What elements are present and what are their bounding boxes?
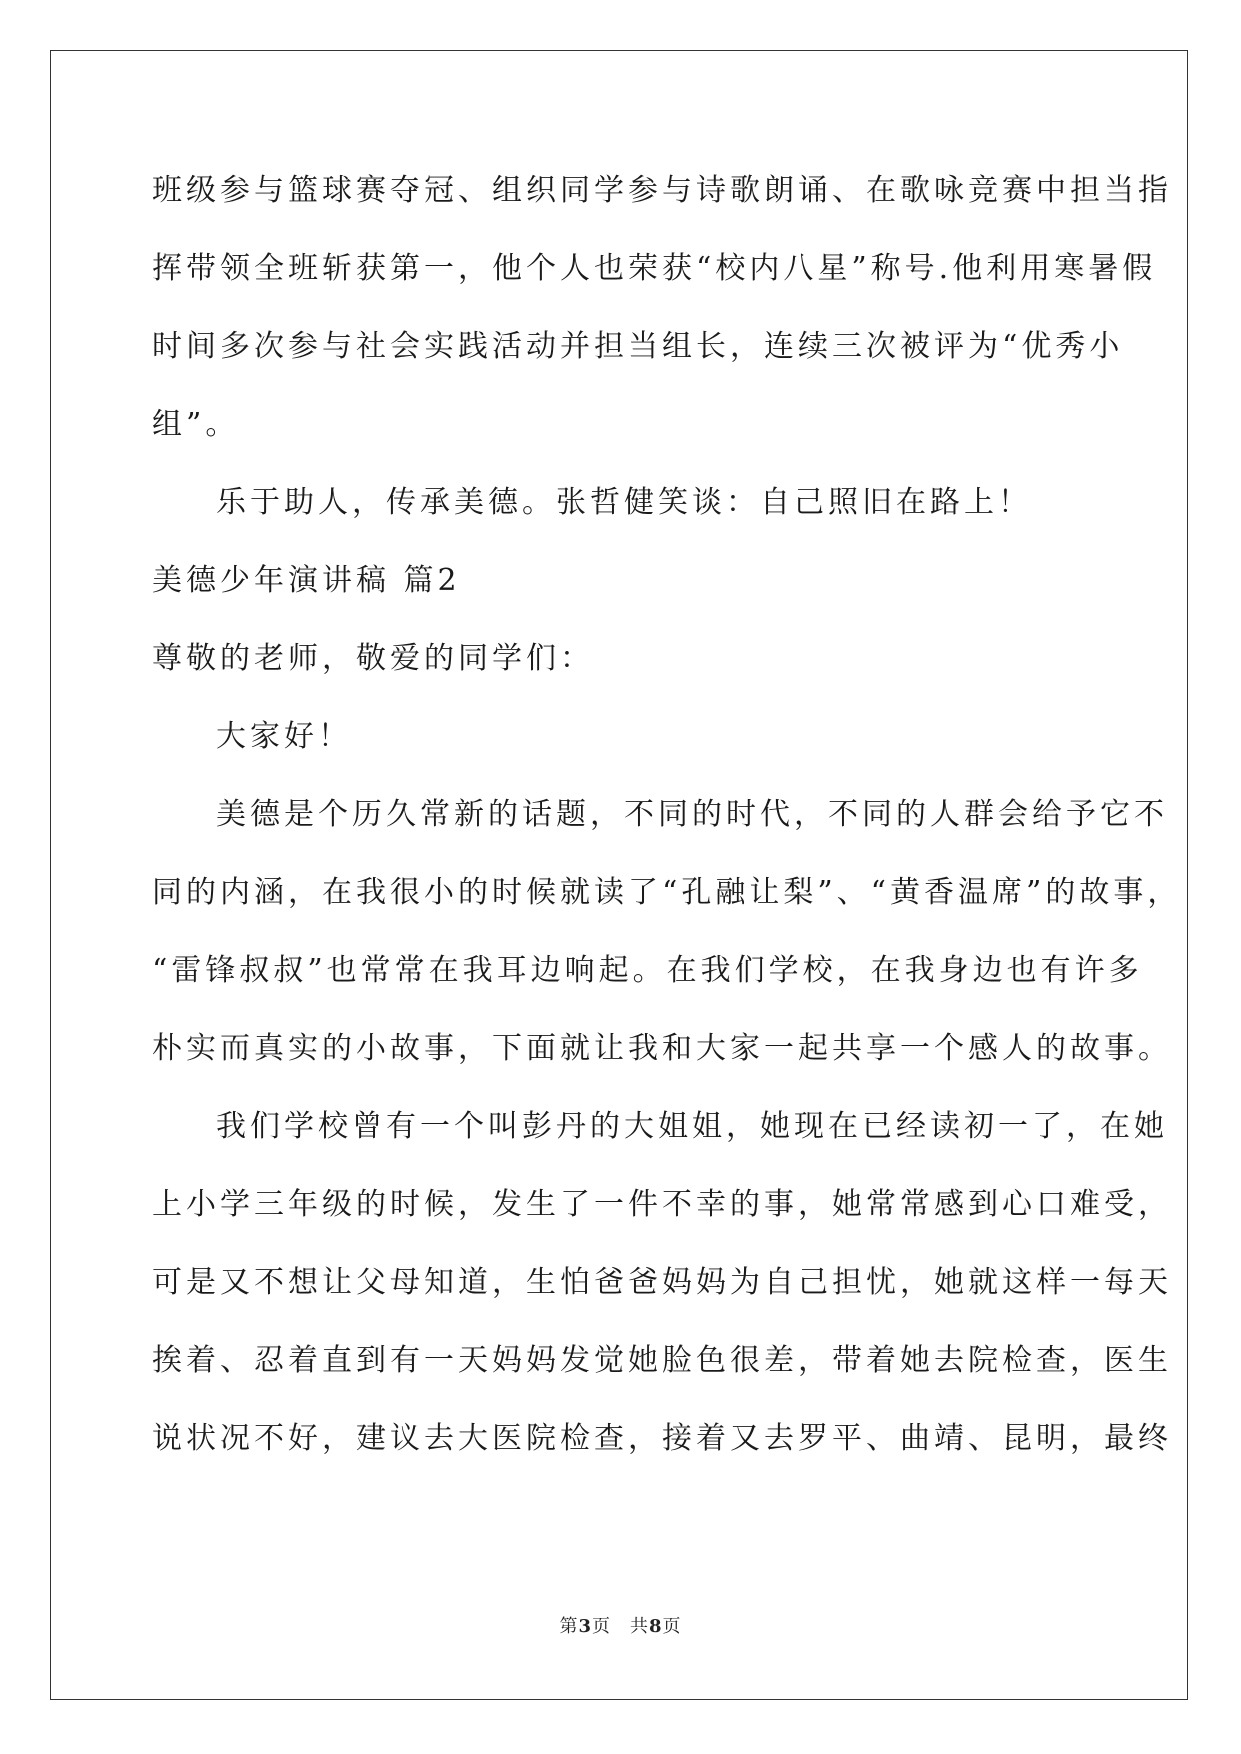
page-footer xyxy=(0,1612,1241,1638)
text-line-14: 上小学三年级的时候，发生了一件不幸的事，她常常感到心口难受， xyxy=(152,1187,1172,1222)
page-label-prefix: 第 xyxy=(559,1616,579,1637)
text-line-4: 组”。 xyxy=(152,407,240,442)
text-line-17: 说状况不好，建议去大医院检查，接着又去罗平、曲靖、昆明，最终 xyxy=(152,1421,1172,1456)
salutation: 尊敬的老师，敬爱的同学们： xyxy=(152,641,594,676)
text-line-3: 时间多次参与社会实践活动并担当组长，连续三次被评为“优秀小 xyxy=(152,329,1124,364)
text-line-10: 同的内涵，在我很小的时候就读了“孔融让梨”、“黄香温席”的故事， xyxy=(152,875,1182,910)
total-pages-number: 8 xyxy=(649,1616,663,1637)
text-line-12: 朴实而真实的小故事，下面就让我和大家一起共享一个感人的故事。 xyxy=(152,1031,1172,1066)
current-page-number: 3 xyxy=(578,1616,592,1637)
page-label-suffix: 页 xyxy=(662,1616,682,1637)
text-line-9: 美德是个历久常新的话题，不同的时代，不同的人群会给予它不 xyxy=(216,797,1168,832)
text-line-16: 挨着、忍着直到有一天妈妈发觉她脸色很差，带着她去院检查，医生 xyxy=(152,1343,1172,1378)
page-label-mid: 页 共 xyxy=(592,1616,649,1637)
section-heading: 美德少年演讲稿 篇2 xyxy=(152,563,461,598)
text-line-13: 我们学校曾有一个叫彭丹的大姐姐，她现在已经读初一了，在她 xyxy=(216,1109,1168,1144)
text-line-11: “雷锋叔叔”也常常在我耳边响起。在我们学校，在我身边也有许多 xyxy=(152,953,1143,988)
text-line-5: 乐于助人，传承美德。张哲健笑谈：自己照旧在路上！ xyxy=(216,485,1032,520)
text-line-15: 可是又不想让父母知道，生怕爸爸妈妈为自己担忧，她就这样一每天 xyxy=(152,1265,1172,1300)
text-line-2: 挥带领全班斩获第一，他个人也荣获“校内八星”称号.他利用寒暑假 xyxy=(152,251,1157,286)
greeting: 大家好！ xyxy=(216,719,352,754)
document-body xyxy=(152,152,1182,1478)
text-line-1: 班级参与篮球赛夺冠、组织同学参与诗歌朗诵、在歌咏竞赛中担当指 xyxy=(152,173,1172,208)
